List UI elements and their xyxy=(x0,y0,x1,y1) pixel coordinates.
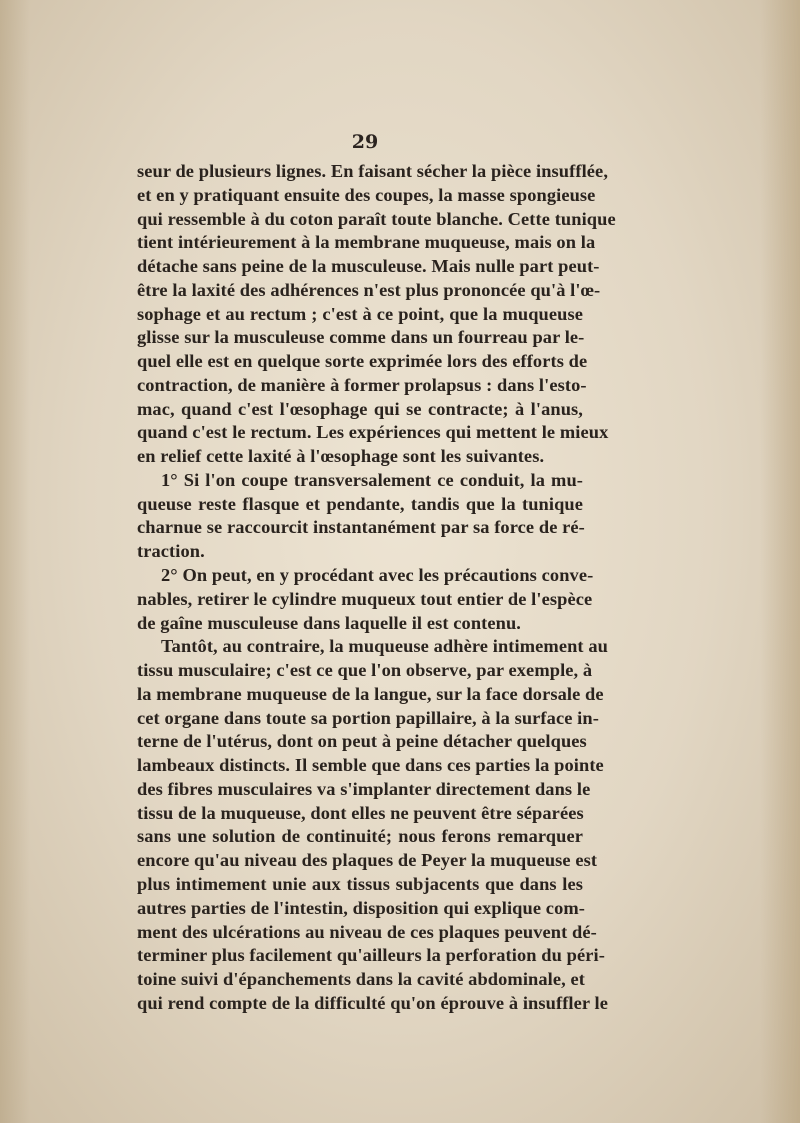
text-line: de gaîne musculeuse dans laquelle il est contenu. xyxy=(137,612,521,633)
text-line: autres parties de l'intestin, disposition qui explique com- xyxy=(137,897,586,918)
text-line: quand c'est le rectum. Les expériences qui mettent le mieux xyxy=(137,422,609,443)
text-line: détache sans peine de la musculeuse. Mais nulle part peut- xyxy=(137,256,600,277)
text-line: quel elle est en quelque sorte exprimée lors des efforts de xyxy=(137,351,588,372)
page-edge-shadow-left xyxy=(0,0,30,1123)
text-line: charnue se raccourcit instantanément par sa force de ré- xyxy=(137,517,585,538)
text-line: tissu musculaire; c'est ce que l'on observe, par exemple, à xyxy=(137,660,593,681)
text-line: sans une solution de continuité; nous ferons remarquer xyxy=(137,826,583,847)
text-line: 2° On peut, en y procédant avec les précautions conve- xyxy=(161,565,594,586)
text-line: tient intérieurement à la membrane muqueuse, mais on la xyxy=(137,232,596,253)
text-line: des fibres musculaires va s'implanter directement dans le xyxy=(137,778,591,799)
text-line: Tantôt, au contraire, la muqueuse adhère intimement au xyxy=(161,636,608,657)
text-line: sophage et au rectum ; c'est à ce point, que la muqueuse xyxy=(137,303,583,324)
text-line: ment des ulcérations au niveau de ces plaques peuvent dé- xyxy=(137,921,597,942)
page-edge-shadow-right xyxy=(760,0,800,1123)
text-line: contraction, de manière à former prolapsus : dans l'esto- xyxy=(137,374,587,395)
text-line: et en y pratiquant ensuite des coupes, la masse spongieuse xyxy=(137,184,596,205)
text-line: 1° Si l'on coupe transversalement ce conduit, la mu- xyxy=(161,469,583,490)
text-line: queuse reste flasque et pendante, tandis que la tunique xyxy=(137,493,583,514)
text-line: mac, quand c'est l'œsophage qui se contracte; à l'anus, xyxy=(137,398,583,419)
text-line: encore qu'au niveau des plaques de Peyer la muqueuse est xyxy=(137,850,598,871)
text-line: être la laxité des adhérences n'est plus prononcée qu'à l'œ- xyxy=(137,279,601,300)
text-line: toine suivi d'épanchements dans la cavité abdominale, et xyxy=(137,969,586,990)
text-line: terminer plus facilement qu'ailleurs la perforation du péri- xyxy=(137,945,605,966)
text-line: terne de l'utérus, dont on peut à peine détacher quelques xyxy=(137,731,587,752)
text-line: cet organe dans toute sa portion papillaire, à la surface in- xyxy=(137,707,599,728)
text-line: en relief cette laxité à l'œsophage sont les suivantes. xyxy=(137,446,545,467)
text-line: tissu de la muqueuse, dont elles ne peuvent être séparées xyxy=(137,802,584,823)
text-line: glisse sur la musculeuse comme dans un fourreau par le- xyxy=(137,327,585,348)
page-number: 29 xyxy=(351,131,379,153)
text-line: la membrane muqueuse de la langue, sur la face dorsale de xyxy=(137,683,604,704)
text-line: lambeaux distincts. Il semble que dans ces parties la pointe xyxy=(137,755,604,776)
text-line: qui rend compte de la difficulté qu'on éprouve à insuffler le xyxy=(137,992,608,1013)
text-line: qui ressemble à du coton paraît toute blanche. Cette tunique xyxy=(137,208,616,229)
text-line: nables, retirer le cylindre muqueux tout entier de l'espèce xyxy=(137,588,593,609)
text-line: traction. xyxy=(137,541,205,562)
text-line: plus intimement unie aux tissus subjacents que dans les xyxy=(137,873,583,894)
text-line: seur de plusieurs lignes. En faisant sécher la pièce insufflée, xyxy=(137,161,609,181)
body-text xyxy=(137,160,616,1016)
